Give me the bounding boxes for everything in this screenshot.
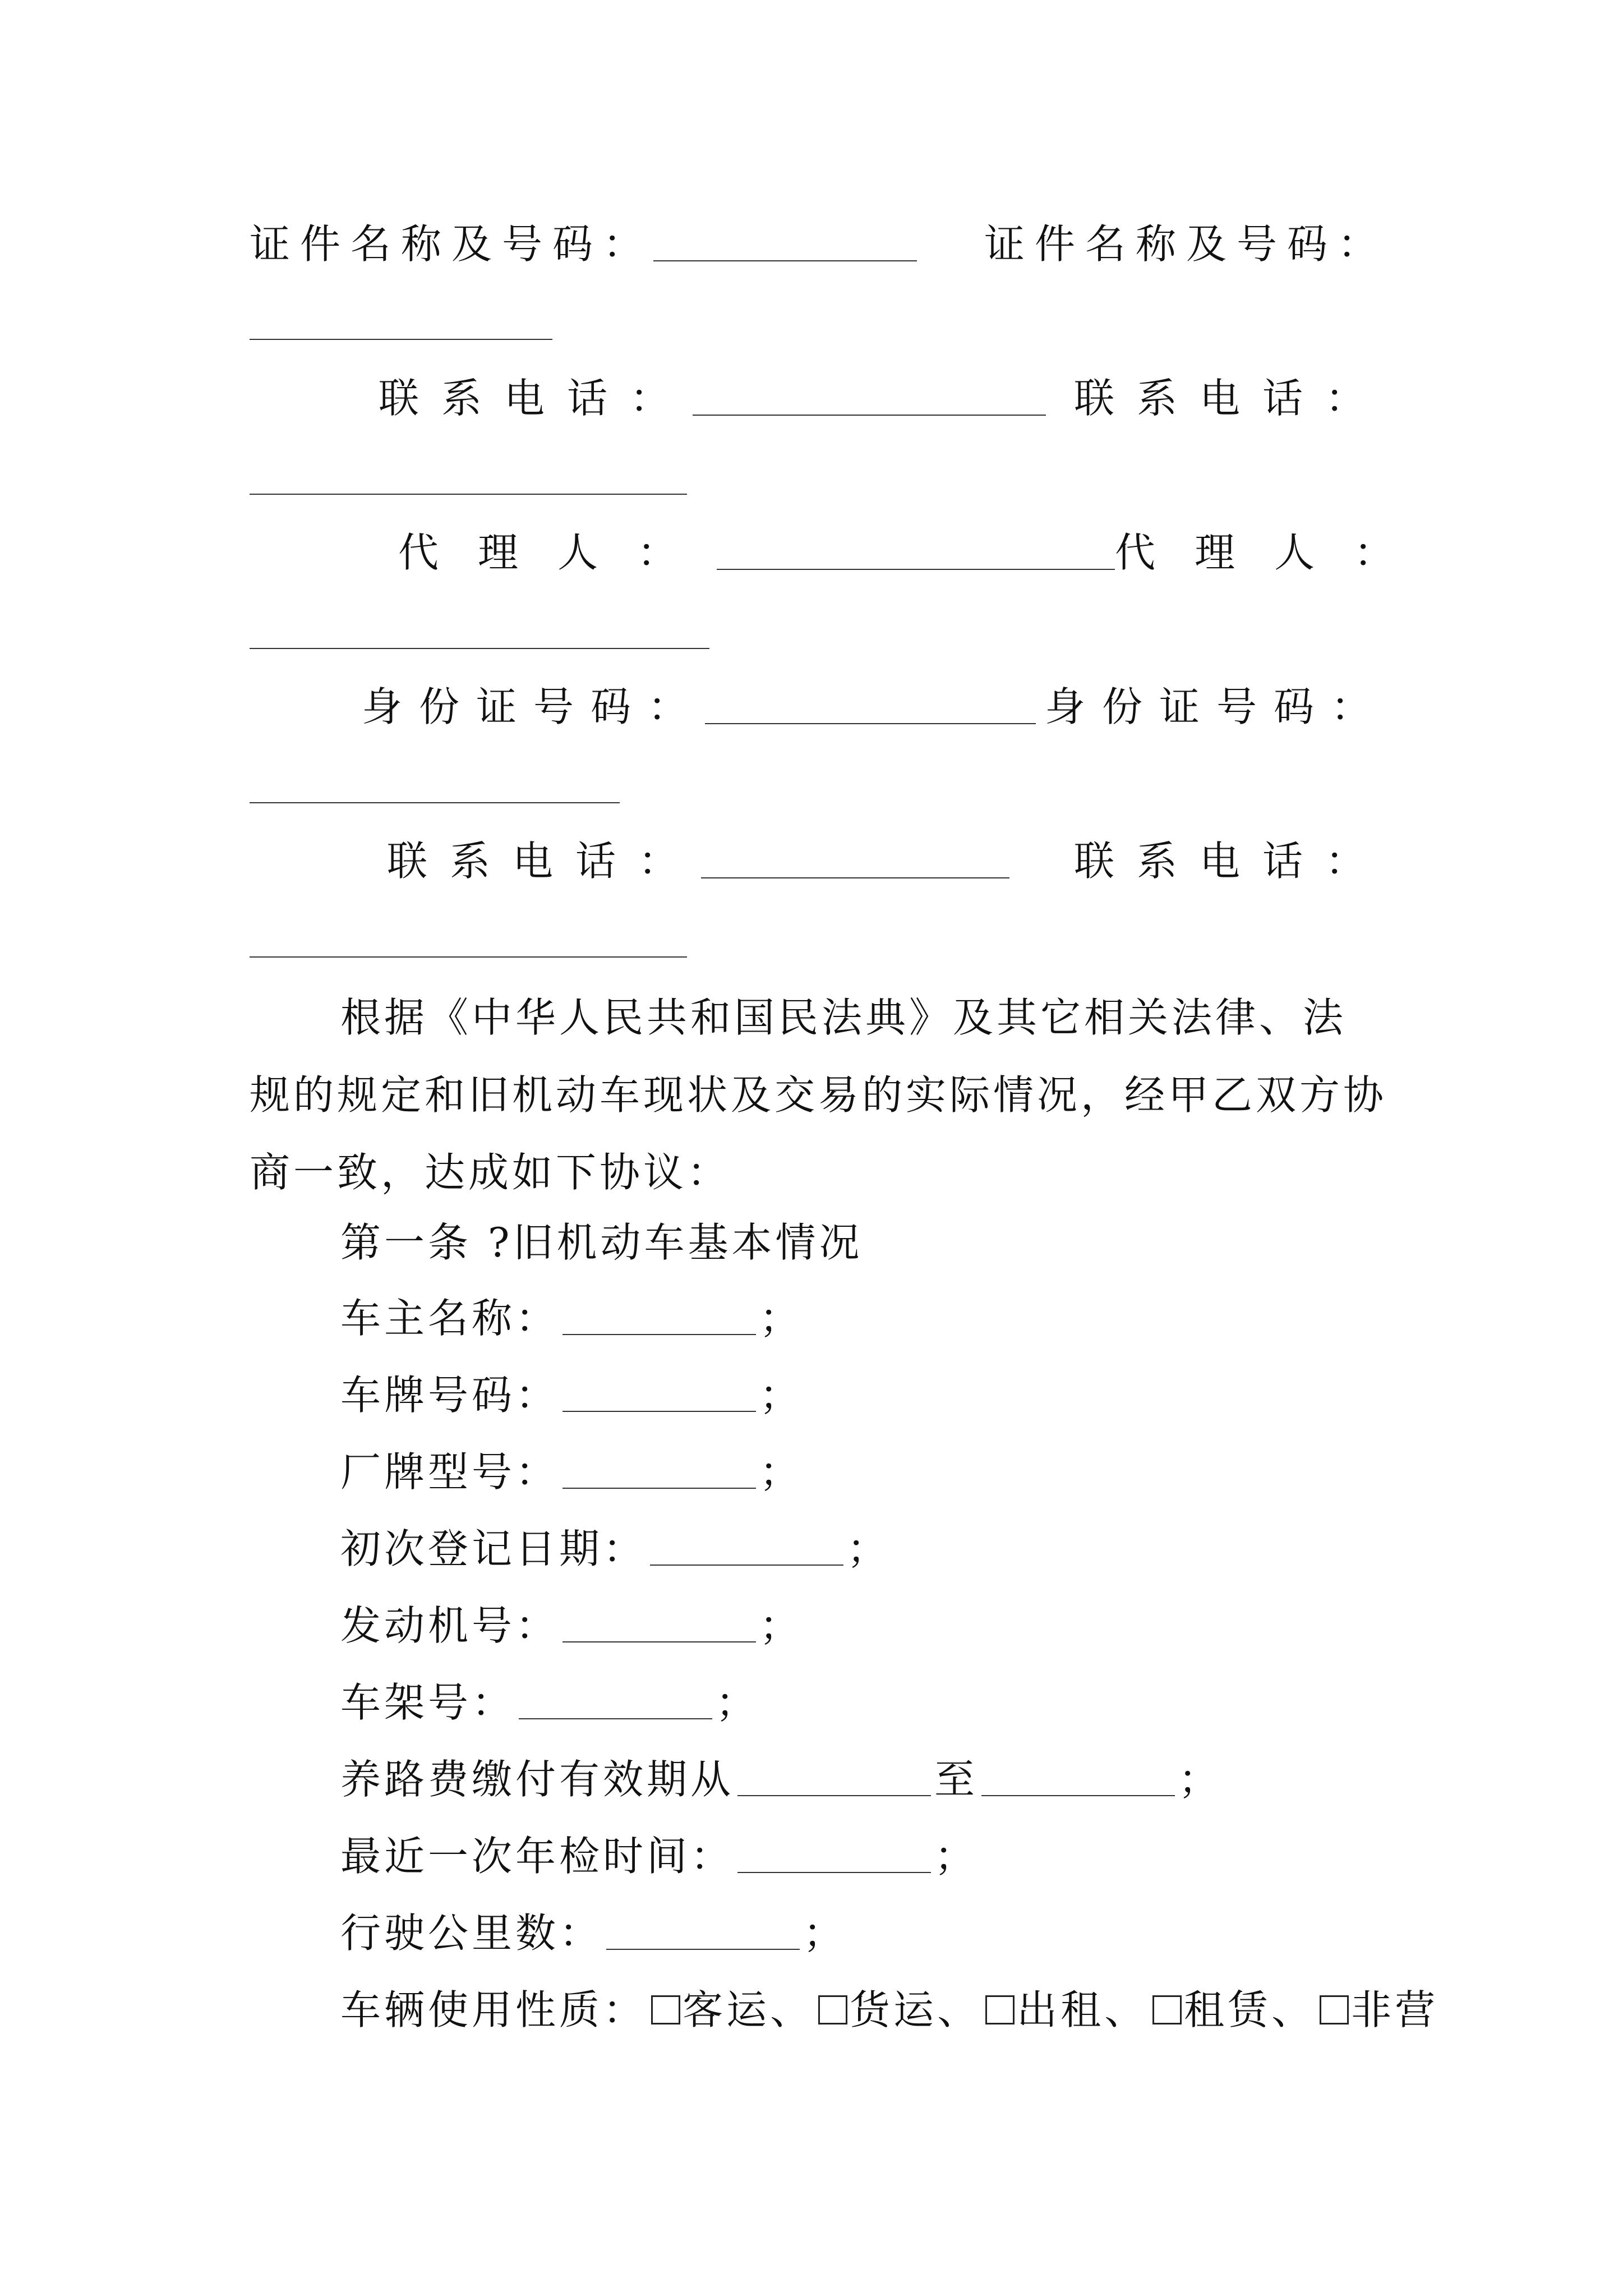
usage-option-freight: 货运 (850, 1986, 938, 2033)
plate-semicolon: ； (759, 1372, 804, 1419)
party-a-idnum-blank[interactable] (705, 689, 1036, 724)
engine-label: 发动机号： (340, 1602, 560, 1649)
party-a-agent-blank[interactable] (717, 535, 1115, 570)
party-b-idnum-label: 身份证号码： (1044, 683, 1388, 730)
engine-blank[interactable] (562, 1609, 756, 1642)
usage-checkbox-taxi[interactable] (985, 1995, 1015, 2024)
road-fee-from-blank[interactable] (737, 1763, 931, 1796)
inspection-blank[interactable] (737, 1839, 931, 1873)
mileage-field (340, 1902, 847, 1964)
mileage-label: 行驶公里数： (340, 1910, 603, 1957)
party-b-id-blank[interactable] (250, 339, 552, 340)
party-a-id-blank[interactable] (653, 227, 917, 261)
usage-checkbox-nonoperating[interactable] (1320, 1995, 1349, 2024)
party-a-agent-label: 代理人： (398, 529, 717, 576)
usage-option-lease: 租赁 (1184, 1986, 1272, 2033)
agent-a-phone-label: 联系电话： (387, 838, 702, 885)
intro-text: 根据《中华人民共和国民法典》及其它相关法律、法规的规定和旧机动车现状及交易的实际情况，经甲乙双方协商一致，达成如下协议： (250, 994, 1387, 1196)
usage-label: 车辆使用性质： (340, 1986, 647, 2033)
usage-checkbox-lease[interactable] (1152, 1995, 1182, 2024)
owner-semicolon: ； (759, 1295, 804, 1342)
usage-checkbox-freight[interactable] (818, 1995, 847, 2024)
frame-blank[interactable] (519, 1686, 712, 1719)
first-registration-semicolon: ； (847, 1525, 891, 1572)
usage-option-taxi: 出租 (1017, 1986, 1105, 2033)
agent-b-phone-label: 联系电话： (1073, 838, 1388, 885)
usage-sep: 、 (1271, 1986, 1316, 2033)
model-label: 厂牌型号： (340, 1448, 560, 1496)
first-registration-blank[interactable] (650, 1532, 843, 1566)
usage-option-nonoperating: 非营 (1351, 1986, 1439, 2033)
road-fee-field (340, 1749, 1222, 1810)
owner-field (340, 1287, 803, 1349)
party-b-agent-label: 代理人： (1115, 529, 1434, 576)
engine-semicolon: ； (759, 1602, 804, 1649)
mileage-semicolon: ； (803, 1910, 847, 1957)
intro-paragraph (250, 979, 1388, 1211)
party-a-id-label: 证件名称及号码： (250, 220, 654, 268)
agent-row (250, 522, 1434, 583)
id-document-row (250, 213, 1388, 275)
frame-semicolon: ； (716, 1679, 760, 1726)
plate-blank[interactable] (562, 1378, 756, 1412)
engine-field (340, 1595, 803, 1657)
first-registration-label: 初次登记日期： (340, 1525, 647, 1572)
model-semicolon: ； (759, 1448, 804, 1496)
model-field (340, 1441, 803, 1503)
usage-field (340, 1979, 1438, 2041)
inspection-semicolon: ； (934, 1833, 979, 1880)
road-fee-from-label: 养路费缴付有效期从 (340, 1756, 735, 1803)
party-a-phone-label: 联系电话： (379, 375, 693, 422)
owner-blank[interactable] (562, 1301, 756, 1335)
party-a-phone-blank[interactable] (693, 381, 1046, 416)
article-1-title (340, 1212, 863, 1273)
mileage-blank[interactable] (606, 1916, 800, 1950)
party-b-id-label: 证件名称及号码： (984, 220, 1388, 268)
usage-sep: 、 (770, 1986, 814, 2033)
party-b-phone-blank[interactable] (250, 494, 687, 495)
agent-a-phone-blank[interactable] (701, 844, 1009, 878)
phone-row-2 (250, 830, 1388, 892)
usage-checkbox-passenger[interactable] (651, 1995, 680, 2024)
road-fee-to-blank[interactable] (981, 1763, 1175, 1796)
party-b-phone-label: 联系电话： (1073, 375, 1388, 422)
inspection-field (340, 1825, 978, 1887)
party-b-idnum-blank[interactable] (250, 802, 620, 803)
party-b-agent-blank[interactable] (250, 648, 709, 649)
id-number-row (250, 676, 1388, 738)
party-a-idnum-label: 身份证号码： (362, 683, 706, 730)
frame-field (340, 1672, 759, 1733)
road-fee-semicolon: ； (1178, 1756, 1223, 1803)
phone-row-1 (250, 367, 1388, 429)
usage-sep: 、 (937, 1986, 981, 2033)
usage-option-passenger: 客运 (683, 1986, 771, 2033)
owner-label: 车主名称： (340, 1295, 560, 1342)
agent-b-phone-blank[interactable] (250, 956, 687, 958)
plate-label: 车牌号码： (340, 1372, 560, 1419)
first-registration-field (340, 1518, 891, 1580)
road-fee-to-label: 至 (934, 1756, 979, 1803)
frame-label: 车架号： (340, 1679, 516, 1726)
model-blank[interactable] (562, 1455, 756, 1489)
plate-field (340, 1364, 803, 1426)
usage-sep: 、 (1104, 1986, 1149, 2033)
article-1-title-text: 第一条 ?旧机动车基本情况 (340, 1219, 863, 1266)
inspection-label: 最近一次年检时间： (340, 1833, 735, 1880)
